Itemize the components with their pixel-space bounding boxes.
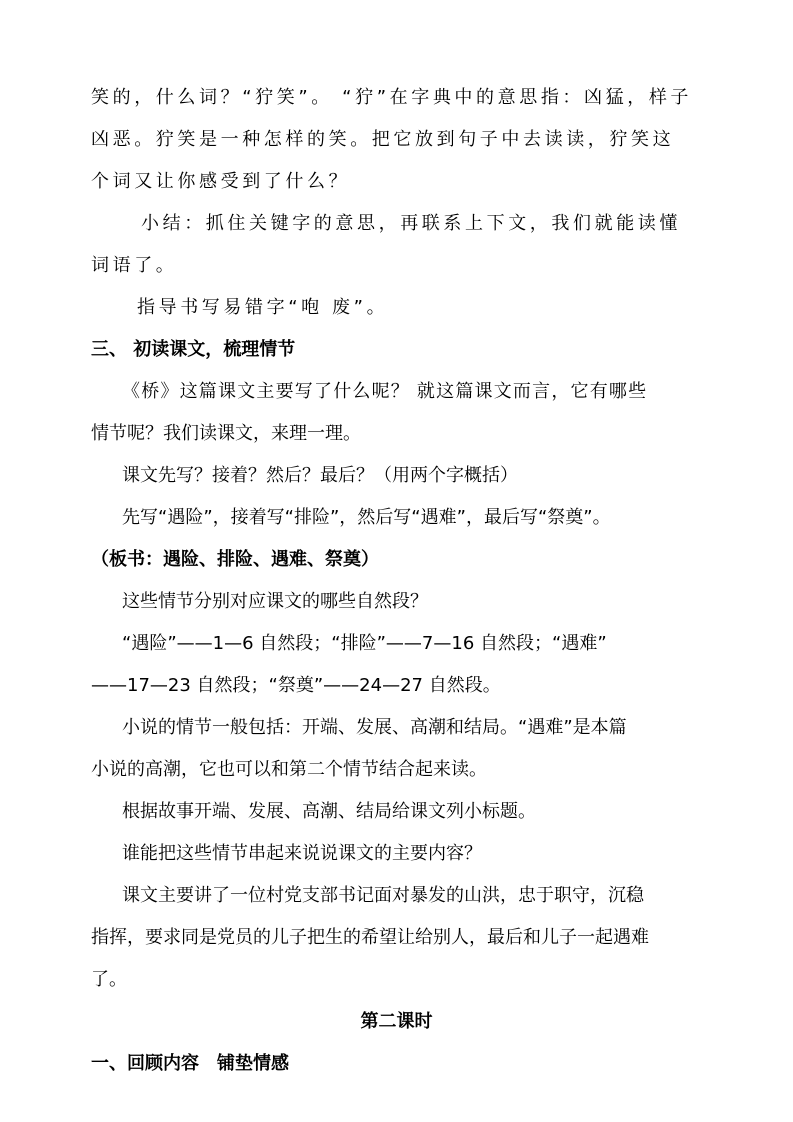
text-line: ——17—23 自然段；“祭奠”——24—27 自然段。 — [91, 675, 501, 696]
text-line: “遇险”——1—6 自然段；“排险”——7—16 自然段；“遇难” — [122, 633, 607, 654]
text-line: 根据故事开端、发展、高潮、结局给课文列小标题。 — [122, 801, 536, 822]
text-line: 课文主要讲了一位村党支部书记面对暴发的山洪，忠于职守，沉稳 — [122, 885, 644, 906]
text-line: 谁能把这些情节串起来说说课文的主要内容？ — [122, 843, 482, 864]
text-line: 小说的情节一般包括：开端、发展、高潮和结局。“遇难”是本篇 — [122, 717, 627, 738]
text-line: 情节呢？我们读课文，来理一理。 — [91, 423, 361, 444]
text-line: 笑的，什么词？“狞笑”。 “狞”在字典中的意思指：凶猛，样子 — [91, 87, 693, 108]
text-line: 课文先写？接着？然后？最后？（用两个字概括） — [122, 465, 518, 486]
board-note: （板书：遇险、排险、遇难、祭奠） — [91, 549, 379, 570]
text-line: 了。 — [91, 969, 127, 990]
text-line: 《桥》这篇课文主要写了什么呢？ 就这篇课文而言，它有哪些 — [122, 381, 648, 402]
text-line: 凶恶。狞笑是一种怎样的笑。把它放到句子中去读读，狞笑这 — [91, 129, 675, 150]
text-line: 指挥，要求同是党员的儿子把生的希望让给别人，最后和儿子一起遇难 — [91, 927, 649, 948]
text-line: 小结：抓住关键字的意思，再联系上下文，我们就能读懂 — [141, 213, 681, 234]
text-line: 这些情节分别对应课文的哪些自然段？ — [122, 591, 428, 612]
section-heading: 一、回顾内容 铺垫情感 — [91, 1053, 289, 1074]
text-line: 词语了。 — [91, 255, 178, 276]
text-line: 个词又让你感受到了什么？ — [91, 171, 351, 192]
section-heading: 三、 初读课文，梳理情节 — [91, 339, 296, 360]
lesson-title: 第二课时 — [360, 1011, 433, 1032]
text-line: 指导书写易错字“咆 废”。 — [137, 297, 389, 318]
text-line: 先写“遇险”，接着写“排险”，然后写“遇难”，最后写“祭奠”。 — [122, 507, 611, 528]
text-line: 小说的高潮，它也可以和第二个情节结合起来读。 — [91, 759, 487, 780]
